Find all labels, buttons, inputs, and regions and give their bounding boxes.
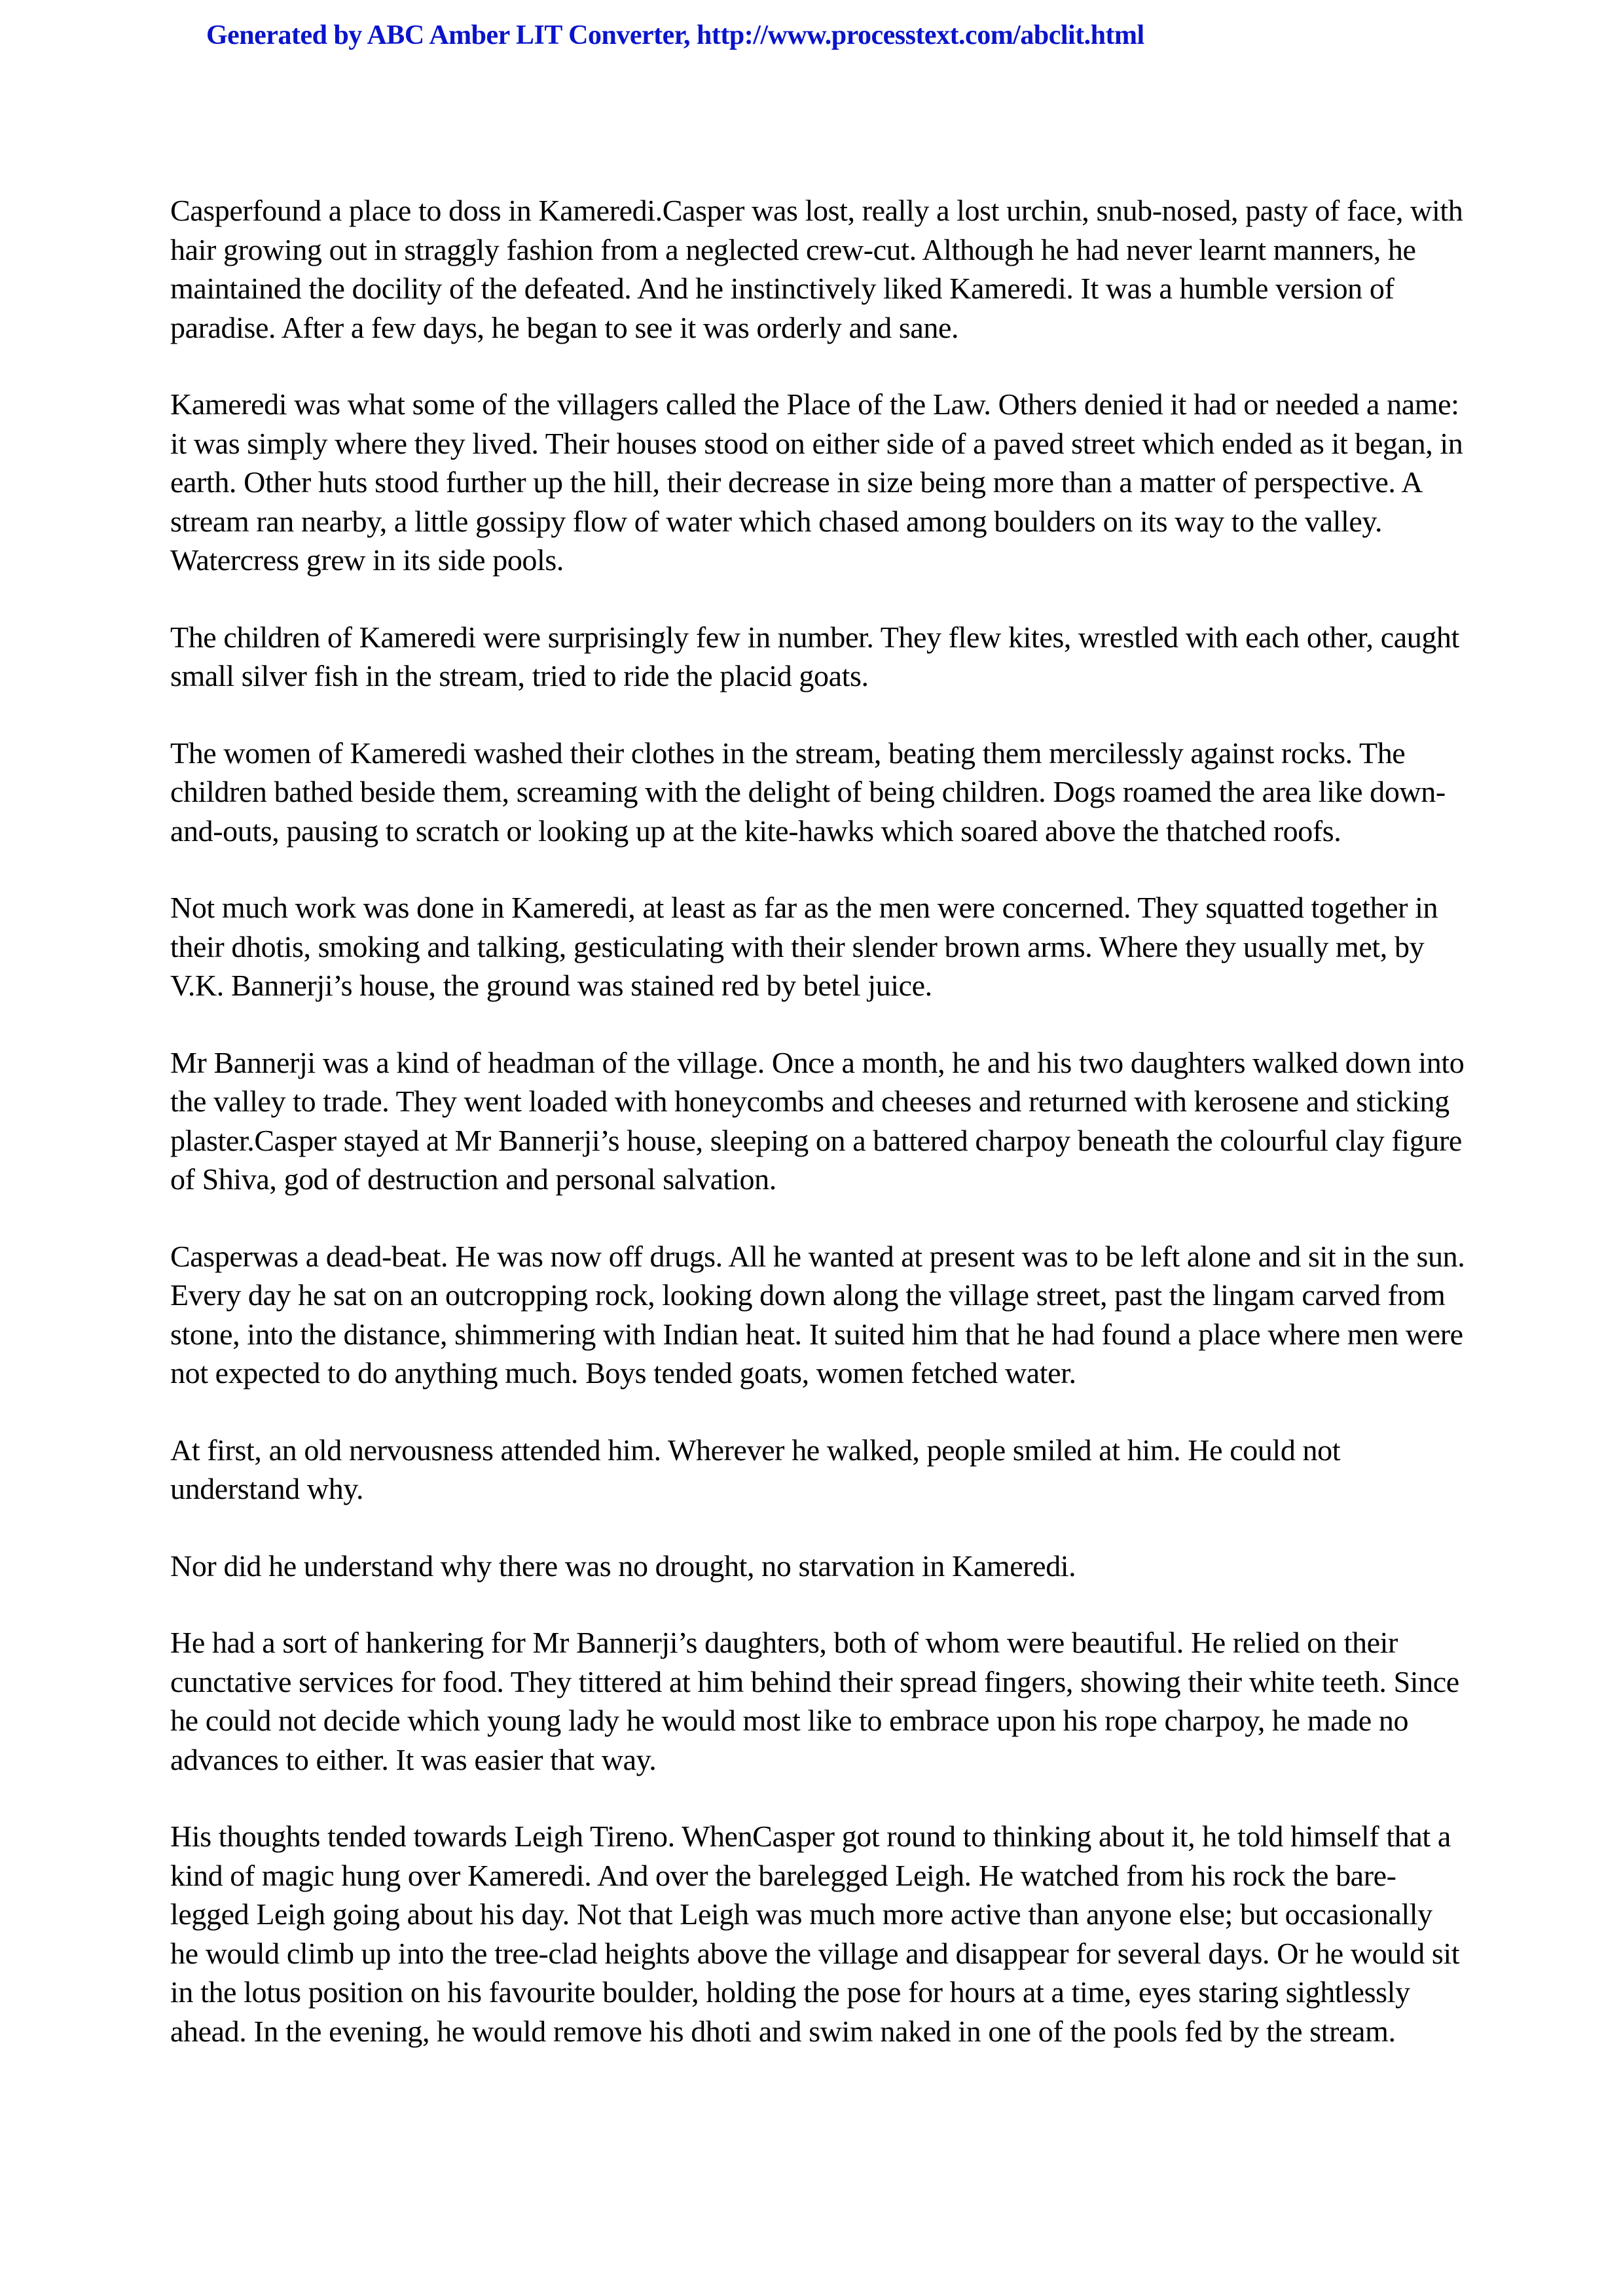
paragraph: Casperfound a place to doss in Kameredi.Casper was lost, really a lost urchin, snub-nosed, pasty of face, with hair growing out in straggly fashion from a neglected crew-cut. Although he had never learnt manners, he maintained the docility of the defeated. And he instinctively liked Kameredi. It was a humble version of paradise. After a few days, he began to see it was orderly and sane. <box>170 194 1463 344</box>
paragraph: Nor did he understand why there was no drought, no starvation in Kameredi. <box>170 1549 1076 1583</box>
paragraph: His thoughts tended towards Leigh Tireno. WhenCasper got round to thinking about it, he told himself that a kind of magic hung over Kameredi. And over the barelegged Leigh. He watched from his rock the bare-legged Leigh going about his day. Not that Leigh was much more active than anyone else; but occasionally he would climb up into the tree-clad heights above the village and disappear for several days. Or he would sit in the lotus position on his favourite boulder, holding the pose for hours at a time, eyes staring sightlessly ahead. In the evening, he would remove his dhoti and swim naked in one of the pools fed by the stream. <box>170 1820 1460 2048</box>
paragraph: Not much work was done in Kameredi, at least as far as the men were concerned. They squatted together in their dhotis, smoking and talking, gesticulating with their slender brown arms. Where they usually met, by V.K. Bannerji’s house, the ground was stained red by betel juice. <box>170 891 1438 1002</box>
converter-banner: Generated by ABC Amber LIT Converter, http://www.processtext.com/abclit.html <box>206 20 1144 50</box>
paragraph: The children of Kameredi were surprisingly few in number. They flew kites, wrestled with each other, caught small silver fish in the stream, tried to ride the placid goats. <box>170 620 1459 692</box>
paragraph: At first, an old nervousness attended him. Wherever he walked, people smiled at him. He could not understand why. <box>170 1433 1341 1505</box>
paragraph: The women of Kameredi washed their clothes in the stream, beating them mercilessly against rocks. The children bathed beside them, screaming with the delight of being children. Dogs roamed the area like down-and-outs, pausing to scratch or looking up at the kite-hawks which soared above the thatched roofs. <box>170 736 1446 848</box>
paragraph: He had a sort of hankering for Mr Bannerji’s daughters, both of whom were beautiful. He relied on their cunctative services for food. They tittered at him behind their spread fingers, showing their white teeth. Since he could not decide which young lady he would most like to embrace upon his rope charpoy, he made no advances to either. It was easier that way. <box>170 1626 1459 1776</box>
paragraph: Mr Bannerji was a kind of headman of the village. Once a month, he and his two daughters walked down into the valley to trade. They went loaded with honeycombs and cheeses and returned with kerosene and sticking plaster.Casper stayed at Mr Bannerji’s house, sleeping on a battered charpoy beneath the colourful clay figure of Shiva, god of destruction and personal salvation. <box>170 1045 1465 1196</box>
paragraph: Kameredi was what some of the villagers called the Place of the Law. Others denied it had or needed a name: it was simply where they lived. Their houses stood on either side of a paved street which ended as it began, in earth. Other huts stood further up the hill, their decrease in size being more than a matter of perspective. A stream ran nearby, a little gossipy flow of water which chased among boulders on its way to the valley. Watercress grew in its side pools. <box>170 387 1463 577</box>
paragraph: Casperwas a dead-beat. He was now off drugs. All he wanted at present was to be left alone and sit in the sun. Every day he sat on an outcropping rock, looking down along the village street, past the lingam carved from stone, into the distance, shimmering with Indian heat. It suited him that he had found a place where men were not expected to do anything much. Boys tended goats, women fetched water. <box>170 1239 1465 1390</box>
story-text <box>170 191 1467 2089</box>
